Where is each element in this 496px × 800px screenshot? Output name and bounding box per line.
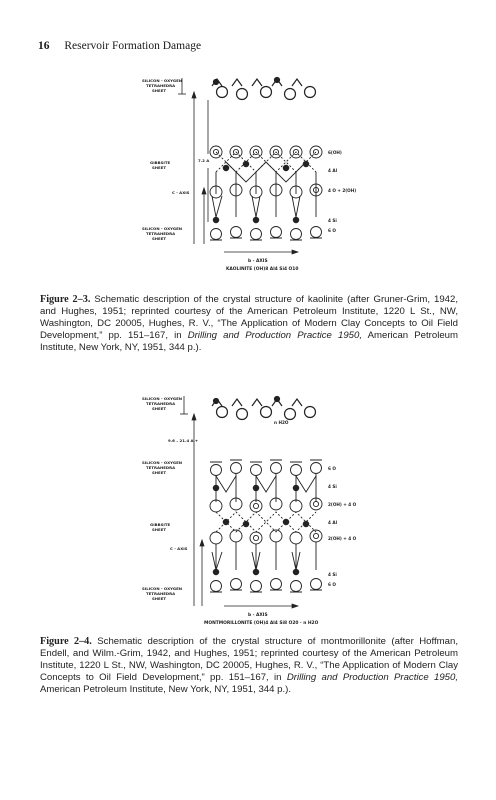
- label-4al: 4 Al: [328, 168, 338, 173]
- svg-text:SHEET: SHEET: [152, 470, 167, 475]
- figure-2-4-caption: Figure 2–4. Schematic description of the crystal structure of montmorillonite (after Hoffman, Endell, and Wilm.-Grim, 1942, and Hughes, 1951; reprinted courtesy of the American Petroleum Institute, 1220 L St., NW, Washington, DC 20005, Hughes, R. V., “The Application of Modern Clay Concepts to Oil Field Development,” pp. 151–167, in Drilling and Production Practice 1950, American Petroleum Institute, New York, NY, 1951, 344 p.).: [40, 636, 458, 696]
- label-4si-bottom: 4 Si: [328, 572, 337, 577]
- label-2oh4o-top: 2(OH) + 4 O: [328, 502, 357, 507]
- label-4si-top: 4 Si: [328, 484, 337, 489]
- mid-sheet-label: SILICON - OXYGEN: [142, 460, 183, 465]
- svg-text:TETRAHEDRA: TETRAHEDRA: [146, 465, 176, 470]
- figure-2-3-label: Figure 2–3.: [40, 294, 91, 305]
- label-6oh: 6(OH): [328, 150, 342, 155]
- kaolinite-structure-diagram: [140, 72, 380, 290]
- figure-kaolinite: [140, 72, 380, 290]
- figure-2-3-caption: Figure 2–3. Schematic description of the crystal structure of kaolinite (after Gruner-Grim, 1942, and Hughes, 1951; reprinted courtesy of the American Petroleum Institute, 1220 L St., NW, Washington, DC 20005, Hughes, R. V., “The Application of Modern Clay Concepts to Oil Field Development,” pp. 151–167, in Drilling and Production Practice 1950, American Petroleum Institute, New York, NY, 1951, 344 p.).: [40, 294, 458, 354]
- svg-text:TETRAHEDRA: TETRAHEDRA: [146, 83, 176, 88]
- svg-text:TETRAHEDRA: TETRAHEDRA: [146, 231, 176, 236]
- water-label: n H2O: [274, 420, 289, 425]
- gibbsite-label: GIBBSITE: [150, 160, 171, 165]
- page-header: [38, 40, 201, 52]
- svg-text:SHEET: SHEET: [152, 406, 167, 411]
- gibbsite-label: GIBBSITE: [150, 522, 171, 527]
- montmorillonite-formula: MONTMORILLONITE (OH)4 Al4 Si8 O20 · n H2O: [204, 621, 319, 626]
- c-axis-label: C - AXIS: [172, 190, 190, 195]
- bottom-sheet-label: SILICON - OXYGEN: [142, 226, 183, 231]
- montmorillonite-structure-diagram: [140, 392, 380, 636]
- bottom-sheet-label: SILICON - OXYGEN: [142, 586, 183, 591]
- page-number: 16: [38, 40, 50, 52]
- spacing-label: 7.2 A: [198, 158, 210, 163]
- running-title: Reservoir Formation Damage: [64, 40, 202, 52]
- svg-text:SHEET: SHEET: [152, 527, 167, 532]
- kaolinite-formula: KAOLINITE (OH)8 Al4 Si4 O10: [226, 267, 299, 272]
- c-axis-label: C - AXIS: [170, 546, 188, 551]
- label-4o2oh: 4 O + 2(OH): [328, 188, 357, 193]
- top-sheet-label: SILICON - OXYGEN: [142, 396, 183, 401]
- spacing-label: 9.6 – 21.4 A +: [168, 438, 199, 443]
- label-6o-top: 6 O: [328, 466, 336, 471]
- svg-text:SHEET: SHEET: [152, 236, 167, 241]
- figure-montmorillonite: [140, 392, 380, 636]
- label-4si: 4 Si: [328, 218, 337, 223]
- svg-text:SHEET: SHEET: [152, 165, 167, 170]
- label-6o: 6 O: [328, 228, 336, 233]
- b-axis-label: b - AXIS: [248, 613, 268, 618]
- svg-text:SHEET: SHEET: [152, 596, 167, 601]
- svg-text:SHEET: SHEET: [152, 88, 167, 93]
- svg-text:TETRAHEDRA: TETRAHEDRA: [146, 401, 176, 406]
- label-2oh4o-bottom: 2(OH) + 4 O: [328, 536, 357, 541]
- top-sheet-label: SILICON - OXYGEN: [142, 78, 183, 83]
- b-axis-label: b - AXIS: [248, 259, 268, 264]
- svg-text:TETRAHEDRA: TETRAHEDRA: [146, 591, 176, 596]
- figure-2-4-label: Figure 2–4.: [40, 636, 92, 647]
- label-6o-bottom: 6 O: [328, 582, 336, 587]
- label-4al: 4 Al: [328, 520, 338, 525]
